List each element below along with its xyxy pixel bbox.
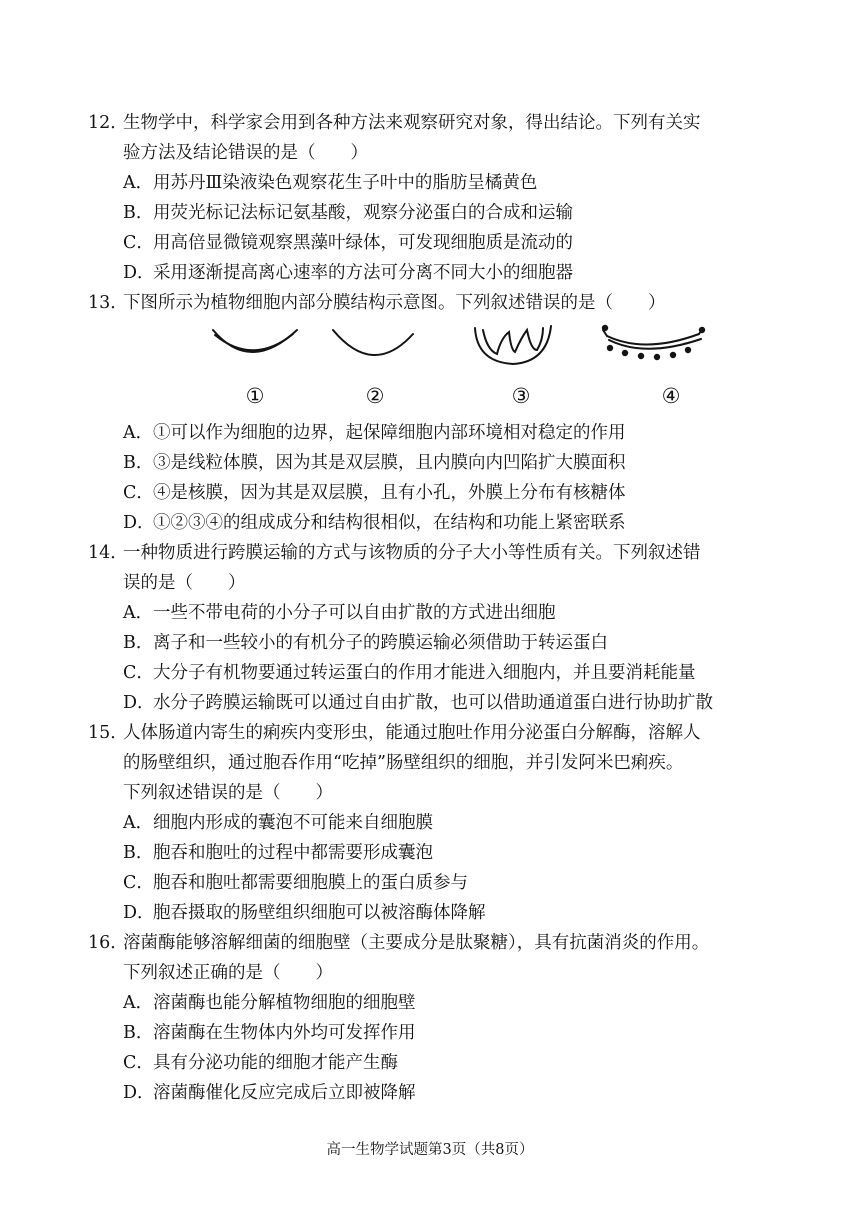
question-number: 15． — [88, 723, 128, 743]
question-15-option-c: C．胞吞和胞吐都需要细胞膜上的蛋白质参与 — [123, 873, 468, 893]
question-15-stem-line-3: 下列叙述错误的是（ ） — [123, 783, 333, 803]
question-13-option-d: D．①②③④的组成成分和结构很相似，在结构和功能上紧密联系 — [123, 513, 626, 533]
question-13-option-c: C．④是核膜，因为其是双层膜，且有小孔，外膜上分布有核糖体 — [123, 483, 626, 503]
question-14-stem-line-1: 14．一种物质进行跨膜运输的方式与该物质的分子大小等性质有关。下列叙述错 — [88, 543, 701, 563]
figure-label-1: ① — [245, 384, 265, 408]
page-footer: 高一生物学试题第3页（共8页） — [326, 1142, 534, 1158]
figure-label-4: ④ — [661, 384, 681, 408]
question-14-option-a: A．一些不带电荷的小分子可以自由扩散的方式进出细胞 — [123, 603, 556, 623]
membrane-2 — [333, 330, 413, 355]
question-14-option-d: D．水分子跨膜运输既可以通过自由扩散，也可以借助通道蛋白进行协助扩散 — [123, 693, 713, 713]
question-number: 16． — [88, 933, 128, 953]
question-16-option-b: B．溶菌酶在生物体内外均可发挥作用 — [123, 1023, 416, 1043]
question-12-option-b: B．用荧光标记法标记氨基酸，观察分泌蛋白的合成和运输 — [123, 203, 573, 223]
figure-label-3: ③ — [511, 384, 531, 408]
membrane-drawings — [205, 316, 725, 386]
question-12-option-c: C．用高倍显微镜观察黑藻叶绿体，可发现细胞质是流动的 — [123, 233, 573, 253]
question-13-option-b: B．③是线粒体膜，因为其是双层膜，且内膜向内凹陷扩大膜面积 — [123, 453, 626, 473]
question-number: 13． — [88, 293, 128, 313]
question-12-option-d: D．采用逐渐提高离心速率的方法可分离不同大小的细胞器 — [123, 263, 573, 283]
question-12-option-a: A．用苏丹Ⅲ染液染色观察花生子叶中的脂肪呈橘黄色 — [123, 173, 538, 193]
question-15-option-d: D．胞吞摄取的肠壁组织细胞可以被溶酶体降解 — [123, 903, 486, 923]
question-number: 12． — [88, 113, 128, 133]
question-16-option-c: C．具有分泌功能的细胞才能产生酶 — [123, 1053, 398, 1073]
question-15-option-b: B．胞吞和胞吐的过程中都需要形成囊泡 — [123, 843, 433, 863]
question-14-stem-line-2: 误的是（ ） — [123, 573, 246, 593]
question-16-option-a: A．溶菌酶也能分解植物细胞的细胞壁 — [123, 993, 416, 1013]
question-15-stem-line-1: 15．人体肠道内寄生的痢疾内变形虫，能通过胞吐作用分泌蛋白分解酶，溶解人 — [88, 723, 701, 743]
question-16-stem-line-2: 下列叙述正确的是（ ） — [123, 963, 333, 983]
membrane-1-inner — [215, 334, 293, 350]
question-12-stem-line-2: 验方法及结论错误的是（ ） — [123, 143, 368, 163]
question-13-stem-line-1: 13．下图所示为植物细胞内部分膜结构示意图。下列叙述错误的是（ ） — [88, 293, 666, 313]
question-16-stem-line-1: 16．溶菌酶能够溶解细菌的细胞壁（主要成分是肽聚糖），具有抗菌消炎的作用。 — [88, 933, 710, 953]
figure-label-2: ② — [365, 384, 385, 408]
question-16-option-d: D．溶菌酶催化反应完成后立即被降解 — [123, 1083, 416, 1103]
question-12-stem-line-1: 12．生物学中，科学家会用到各种方法来观察研究对象，得出结论。下列有关实 — [88, 113, 701, 133]
question-15-option-a: A．细胞内形成的囊泡不可能来自细胞膜 — [123, 813, 433, 833]
membrane-structure-diagram — [205, 316, 725, 412]
question-13-option-a: A．①可以作为细胞的边界，起保障细胞内部环境相对稳定的作用 — [123, 423, 626, 443]
membrane-3-inner — [483, 328, 543, 354]
question-14-option-b: B．离子和一些较小的有机分子的跨膜运输必须借助于转运蛋白 — [123, 633, 608, 653]
question-14-option-c: C．大分子有机物要通过转运蛋白的作用才能进入细胞内，并且要消耗能量 — [123, 663, 696, 683]
question-15-stem-line-2: 的肠壁组织，通过胞吞作用“吃掉”肠壁组织的细胞，并引发阿米巴痢疾。 — [123, 753, 684, 773]
question-number: 14． — [88, 543, 128, 563]
